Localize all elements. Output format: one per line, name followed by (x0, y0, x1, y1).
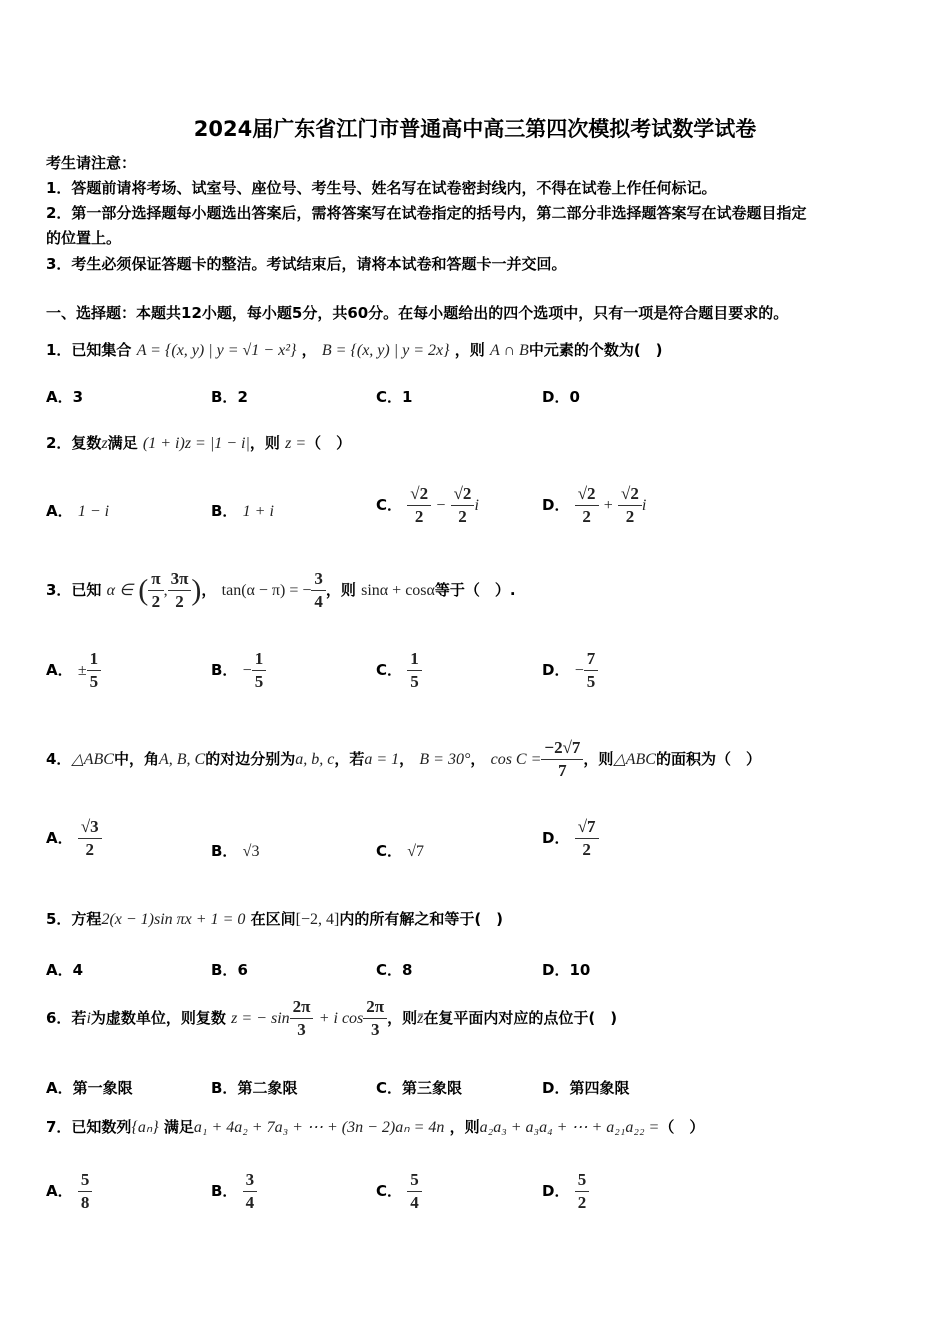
q4-text-1: 中，角 (113, 750, 159, 768)
question-1 (46, 339, 663, 360)
q5-tail: 内的所有解之和等于( ) (339, 910, 504, 928)
q7-option-b: B． $\frac{3}{4}$ (211, 1169, 257, 1214)
q7-text: 满足 (163, 1118, 194, 1136)
q3-option-c: C． $\frac{1}{5}$ (376, 648, 422, 693)
notice-item-1: 1．答题前请将考场、试室号、座位号、考生号、姓名写在试卷密封线内，不得在试卷上作任何标记。 (46, 179, 717, 197)
q7-tail: （ ） (659, 1118, 705, 1136)
q6-option-a: A．第一象限 (46, 1079, 133, 1097)
q7-sum: a₂a₃ + a₃a₄ + ⋯ + a₂₁a₂₂ = (479, 1119, 660, 1136)
q6-zbar: z̄ (417, 1010, 424, 1027)
question-7 (46, 1116, 704, 1137)
question-5 (46, 908, 503, 929)
q2-condition: (1 + i)z = |1 − i| (142, 435, 250, 452)
q2-option-c: C． $\frac{√2}{2}$ − $\frac{√2}{2}$ i (376, 484, 479, 526)
q1-option-d: D．0 (542, 388, 580, 406)
q5-equation: 2(x − 1)sin πx + 1 = 0 (101, 911, 246, 928)
q3-then: ，则 (325, 581, 356, 599)
q6-then: ，则 (387, 1009, 418, 1027)
q4-option-d: D． $\frac{√7}{2}$ (542, 816, 599, 861)
q6-z: z = − sin (231, 1010, 290, 1027)
q4-sides: a, b, c (295, 751, 335, 768)
q3-num: 3．已知 (46, 581, 102, 599)
q2-tail: （ ） (306, 434, 352, 452)
q4-a-eq: a = 1 (364, 751, 400, 768)
q5-option-c: C．8 (376, 961, 413, 979)
q1-option-a: A．3 (46, 388, 84, 406)
q6-option-b: B．第二象限 (211, 1079, 298, 1097)
q4-b-eq: B = 30° (419, 751, 471, 768)
q3-alpha: α ∈ (106, 582, 134, 599)
q1-set-b: B = {(x, y) | y = 2x} (321, 342, 450, 359)
q4-num: 4． (46, 750, 72, 768)
q2-z-eq: z = (285, 435, 307, 452)
question-4: 4．△ABC中，角A, B, C的对边分别为a, b, c，若a = 1， B = 30°， cos C = $\frac{-2√7}{7}$ ，则△ABC的面积为（ ） (46, 738, 761, 780)
q5-option-a: A．4 (46, 961, 84, 979)
q7-num: 7．已知数列 (46, 1118, 132, 1136)
q2-option-a: A． 1 − i (46, 502, 110, 520)
notice-item-2-cont: 的位置上。 (46, 229, 122, 247)
page-title: 2024届广东省江门市普通高中高三第四次模拟考试数学试卷 (193, 117, 757, 141)
q4-tail: 的面积为（ ） (655, 750, 761, 768)
q4-text-2: 的对边分别为 (205, 750, 296, 768)
q7-option-d: D． $\frac{5}{2}$ (542, 1169, 589, 1214)
q1-tail: 中元素的个数为( ) (528, 341, 663, 359)
q3-option-a: A． ± $\frac{1}{5}$ (46, 648, 101, 693)
q7-option-c: C． $\frac{5}{4}$ (376, 1169, 422, 1214)
q5-interval: [−2, 4] (295, 911, 340, 928)
q4-triangle: △ABC (71, 751, 114, 768)
q7-sequence: {aₙ} (131, 1119, 159, 1136)
q1-sep: ， (301, 341, 317, 359)
question-6: 6．若i为虚数单位，则复数 z = − sin $\frac{2\pi}{3}$ + i cos $\frac{2\pi}{3}$ ，则z̄在复平面内对应的点位于( ) (46, 997, 618, 1039)
q1-option-b: B．2 (211, 388, 248, 406)
q4-option-c: C． √7 (376, 842, 425, 860)
q5-num: 5．方程 (46, 910, 102, 928)
q1-set-a: A = {(x, y) | y = √1 − x²} (136, 342, 297, 359)
q7-option-a: A． $\frac{5}{8}$ (46, 1169, 92, 1214)
q5-text: 在区间 (250, 910, 296, 928)
q7-then: ，则 (449, 1118, 480, 1136)
q3-tail: 等于（ ）. (434, 581, 516, 599)
notice-item-3: 3．考生必须保证答题卡的整洁。考试结束后，请将本试卷和答题卡一并交回。 (46, 255, 567, 273)
q4-angles: A, B, C (158, 751, 206, 768)
q2-num: 2．复数 (46, 434, 102, 452)
q6-i: i (86, 1010, 91, 1027)
q1-option-c: C．1 (376, 388, 413, 406)
q2-option-b: B． 1 + i (211, 502, 274, 520)
question-2 (46, 432, 351, 453)
q7-equation: a₁ + 4a₂ + 7a₃ + ⋯ + (3n − 2)aₙ = 4n (193, 1119, 445, 1136)
notice-heading: 考生请注意： (46, 154, 137, 172)
q2-mid: 满足 (107, 434, 138, 452)
q1-intersection: A ∩ B (490, 342, 529, 359)
q4-text-4: ，则 (583, 750, 614, 768)
q4-option-a: A． $\frac{√3}{2}$ (46, 816, 102, 861)
q4-triangle-2: △ABC (613, 751, 656, 768)
q4-option-b: B． √3 (211, 842, 260, 860)
q3-option-d: D． − $\frac{7}{5}$ (542, 648, 598, 693)
q4-sep: ， (399, 750, 415, 768)
q2-option-d: D． $\frac{√2}{2}$ + $\frac{√2}{2}$ i (542, 484, 647, 526)
q1-mid: ，则 (454, 341, 485, 359)
q6-mid: + i cos (318, 1010, 364, 1027)
q6-num: 6．若 (46, 1009, 87, 1027)
q2-then: ，则 (249, 434, 280, 452)
q6-tail: 在复平面内对应的点位于( ) (423, 1009, 618, 1027)
q6-option-c: C．第三象限 (376, 1079, 463, 1097)
q3-expr: sinα + cosα (361, 582, 435, 599)
q2-z: z (101, 435, 108, 452)
question-3: 3．已知 α ∈ ( $\frac{\pi}{2}$ , $\frac{3\pi}{2}$ )， tan(α − π) = − $\frac{3}{4}$ ，则 sinα + cosα等于（ ）. (46, 569, 516, 611)
q5-option-b: B．6 (211, 961, 248, 979)
q6-option-d: D．第四象限 (542, 1079, 630, 1097)
q3-tan: tan(α − π) = − (221, 582, 312, 599)
section-heading: 一、选择题：本题共12小题，每小题5分，共60分。在每小题给出的四个选项中，只有一项是符合题目要求的。 (46, 304, 789, 322)
q3-option-b: B． − $\frac{1}{5}$ (211, 648, 266, 693)
q6-text: 为虚数单位，则复数 (90, 1009, 226, 1027)
q5-option-d: D．10 (542, 961, 591, 979)
q4-cos: cos C = (490, 751, 542, 768)
q1-num: 1．已知集合 (46, 341, 132, 359)
notice-item-2: 2．第一部分选择题每小题选出答案后，需将答案写在试卷指定的括号内，第二部分非选择题答案写在试卷题目指定 (46, 204, 807, 222)
q4-text-3: ，若 (334, 750, 365, 768)
